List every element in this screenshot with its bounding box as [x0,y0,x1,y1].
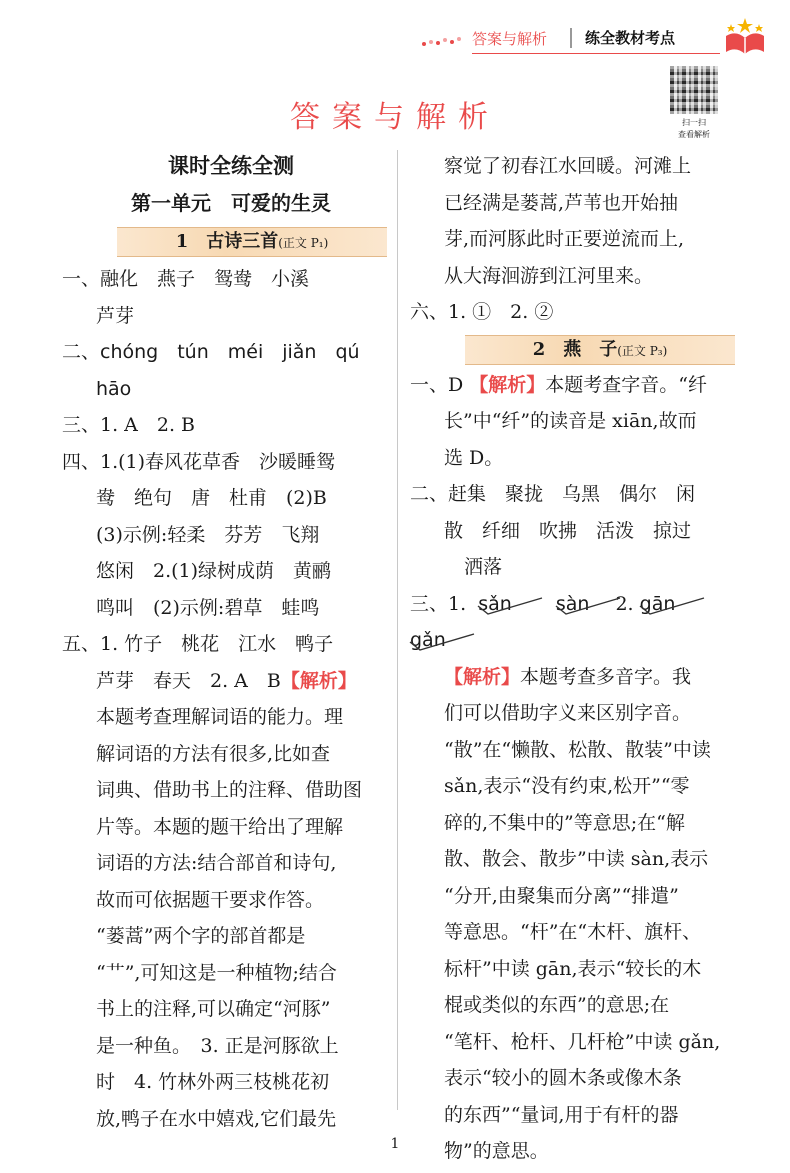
answer-line: (3)示例:轻柔 芬芳 飞翔 [96,523,320,546]
answer-line: 洒落 [464,556,503,578]
answer-line: 长”中“纤”的读音是 xiān,故而 [444,410,697,432]
answer-line: 本题考查理解词语的能力。理 [96,706,344,728]
answer-line: 书上的注释,可以确定“河豚” [96,998,331,1020]
lesson-title: 2 燕 子 [532,338,618,360]
answer-line: 鸣叫 (2)示例:碧草 蛙鸣 [96,596,320,619]
answer-line: 棍或类似的东西”的意思;在 [444,994,670,1016]
open-book-logo-icon [720,16,770,58]
answer-line: hāo [96,377,132,400]
qr-caption-line2: 查看解析 [678,130,710,139]
answer-line: 散、散会、散步”中读 sàn,表示 [444,848,709,870]
pinyin-text: gǎn [410,629,446,651]
header-underline [472,53,720,54]
answer-line: 芽,而河豚此时正要逆流而上, [444,228,685,250]
column-divider [397,150,398,1110]
answer-line: 悠闲 2.(1)绿树成荫 黄鹂 [96,560,332,582]
answer-line: 词典、借助书上的注释、借助图 [96,779,363,801]
answer-text: 本题考查字音。“纤 [545,373,708,396]
lesson-source: (正文 P₁) [278,236,329,250]
check-mark-icon [636,594,708,616]
qr-caption-line1: 扫一扫 [682,118,706,127]
answer-line: 选 D。 [444,446,504,469]
unit-heading: 第一单元 可爱的生灵 [131,190,331,215]
answer-line: “笔杆、枪杆、几杆枪”中读 gǎn, [444,1030,721,1053]
pinyin-choice [556,586,590,623]
pinyin-text: gān [639,592,676,615]
answer-line [62,663,380,700]
answer-line: 解词语的方法有很多,比如查 [96,742,331,765]
answer-line: 五、1. 竹子 桃花 江水 鸭子 [62,633,334,655]
analysis-tag: 【解析】 [280,669,357,692]
pinyin-choice [478,586,512,623]
pinyin-choice [640,586,676,623]
answer-line: 的东西”“量词,用于有杆的器 [444,1103,679,1126]
answer-line: sǎn,表示“没有约束,松开”“零 [444,775,690,797]
answer-line: 故而可依据题干要求作答。 [96,888,325,911]
answer-line: 六、1. ① 2. ② [410,301,554,323]
pinyin-text: sǎn [478,592,512,615]
answer-text: 一、D [410,373,464,396]
answer-line: 是一种鱼。 3. 正是河豚欲上 [96,1034,339,1057]
analysis-tag: 【解析】 [469,373,546,396]
header-section: 答案与解析 [472,30,548,48]
answer-line [410,367,740,404]
answer-line: 时 4. 竹林外两三枝桃花初 [96,1071,330,1093]
answer-line: 散 纤细 吹拂 活泼 掠过 [444,519,692,542]
answer-line [410,659,740,696]
answer-line: 们可以借助字义来区别字音。 [444,702,692,724]
qr-code-icon[interactable] [670,66,718,114]
page-number: 1 [390,1136,400,1152]
check-mark-icon [552,594,624,616]
answer-line: 碎的,不集中的”等意思;在“解 [444,811,685,834]
answer-line: 一、融化 燕子 鸳鸯 小溪 [62,268,310,290]
answer-line: 已经满是蒌蒿,芦苇也开始抽 [444,191,679,214]
pinyin-choice [410,622,446,659]
answer-text: 芦芽 春天 2. A B [96,669,281,692]
answer-line: 芦芽 [96,304,135,327]
answer-line: “散”在“懒散、松散、散装”中读 [444,738,711,761]
answer-text: 2. [615,592,634,615]
header-book-title: 练全教材考点 [585,29,676,47]
decorative-dots-icon [420,34,468,48]
analysis-tag: 【解析】 [444,665,521,688]
running-header [420,22,770,56]
answer-text: 本题考查多音字。我 [520,665,692,688]
answer-line: 标杆”中读 gān,表示“较长的木 [444,957,702,980]
right-column [410,148,740,1170]
answer-line: 鸯 绝句 唐 杜甫 (2)B [96,487,327,509]
answer-line: 察觉了初春江水回暖。河滩上 [444,155,692,177]
answer-line: 表示“较小的圆木条或像木条 [444,1067,682,1089]
lesson-title: 1 古诗三首 [175,231,279,252]
lesson-banner-1 [117,227,387,257]
lesson-banner-2 [465,335,735,365]
answer-line: 词语的方法:结合部首和诗句, [96,852,337,874]
lesson-source: (正文 P₃) [617,343,668,358]
answer-line: “分开,由聚集而分离”“排遣” [444,884,679,907]
answer-line: 二、chóng tún méi jiǎn qú [62,341,360,363]
check-mark-icon [406,630,478,652]
qr-caption [660,117,728,141]
answer-text: 三、1. [410,592,467,615]
answer-line: 物”的意思。 [444,1140,549,1162]
answer-line: 片等。本题的题干给出了理解 [96,815,344,838]
section-heading: 课时全练全测 [168,154,294,178]
answer-line: 从大海洄游到江河里来。 [444,264,654,287]
answer-line: “蒌蒿”两个字的部首都是 [96,925,306,947]
check-mark-icon [474,594,546,616]
answer-line: “艹”,可知这是一种植物;结合 [96,961,337,984]
answer-line: 放,鸭子在水中嬉戏,它们最先 [96,1107,337,1130]
pinyin-text: sàn [555,592,590,615]
header-separator [570,28,572,48]
answer-line: 三、1. A 2. B [62,414,196,436]
answer-line: 二、赶集 聚拢 乌黑 偶尔 闲 [410,483,696,505]
page-title: 答案与解析 [290,100,500,135]
answer-line: 四、1.(1)春风花草香 沙暖睡鸳 [62,450,336,473]
left-column [62,148,380,1137]
answer-line [410,586,740,659]
answer-line: 等意思。“杆”在“木杆、旗杆、 [444,921,702,943]
